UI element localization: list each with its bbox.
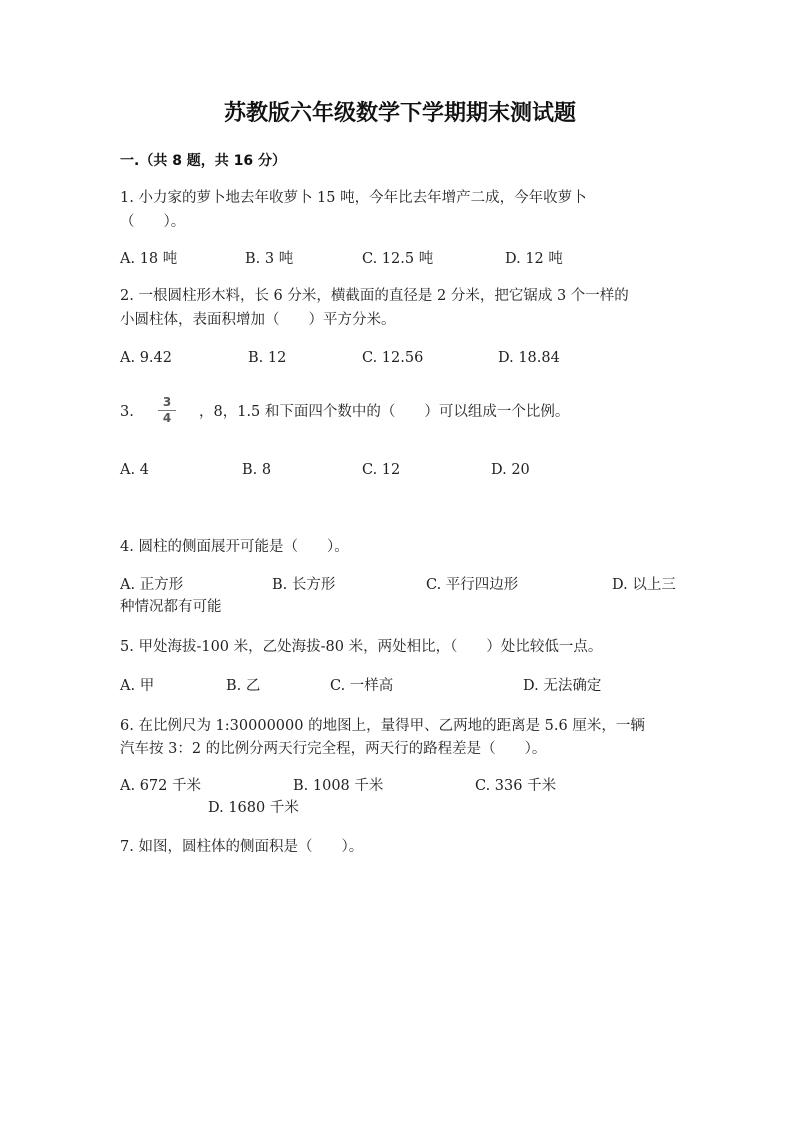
question-2-option-a: A. 9.42 — [120, 350, 172, 366]
question-5-option-d: D. 无法确定 — [523, 678, 602, 694]
question-2-option-d: D. 18.84 — [498, 350, 560, 366]
question-7-line-1: 7. 如图，圆柱体的侧面积是（ ）。 — [120, 839, 364, 855]
question-3-text: ，8，1.5 和下面四个数中的（ ）可以组成一个比例。 — [199, 404, 570, 420]
question-2-option-b: B. 12 — [248, 350, 287, 366]
question-3-number: 3. — [120, 404, 134, 420]
question-4-option-b: B. 长方形 — [272, 577, 336, 593]
fraction-numerator: 3 — [162, 395, 172, 409]
page-title: 苏教版六年级数学下学期期末测试题 — [223, 101, 576, 126]
question-5-option-b: B. 乙 — [226, 678, 261, 694]
question-6-option-b: B. 1008 千米 — [293, 778, 384, 794]
fraction-denominator: 4 — [162, 411, 172, 425]
question-4-option-a: A. 正方形 — [120, 577, 184, 593]
question-5-option-c: C. 一样高 — [330, 678, 394, 694]
question-1-option-b: B. 3 吨 — [245, 251, 294, 267]
question-2-line-1: 2. 一根圆柱形木料，长 6 分米，横截面的直径是 2 分米，把它锯成 3 个一样的 — [120, 288, 629, 304]
question-4-option-d: D. 以上三 — [612, 577, 676, 593]
question-6-line-2: 汽车按 3：2 的比例分两天行完全程，两天行的路程差是（ ）。 — [120, 741, 547, 757]
question-4-option-d-continued: 种情况都有可能 — [120, 599, 222, 615]
question-3-option-d: D. 20 — [491, 462, 530, 478]
question-6-option-d: D. 1680 千米 — [208, 800, 299, 816]
question-1-line-2: （ ）。 — [120, 214, 186, 230]
section-heading: 一.（共 8 题，共 16 分） — [120, 153, 287, 169]
question-6-line-1: 6. 在比例尺为 1:30000000 的地图上，量得甲、乙两地的距离是 5.6 厘米，一辆 — [120, 718, 645, 734]
question-4-option-c: C. 平行四边形 — [426, 577, 519, 593]
question-4-line-1: 4. 圆柱的侧面展开可能是（ ）。 — [120, 539, 349, 555]
question-2-option-c: C. 12.56 — [362, 350, 424, 366]
question-1-option-d: D. 12 吨 — [505, 251, 563, 267]
fraction-three-quarters — [158, 396, 176, 425]
question-6-option-c: C. 336 千米 — [475, 778, 557, 794]
question-2-line-2: 小圆柱体，表面积增加（ ）平方分米。 — [120, 312, 396, 328]
question-3-option-b: B. 8 — [242, 462, 272, 478]
question-3-option-a: A. 4 — [120, 462, 149, 478]
question-5-option-a: A. 甲 — [120, 678, 155, 694]
question-1-option-a: A. 18 吨 — [120, 251, 178, 267]
question-1-line-1: 1. 小力家的萝卜地去年收萝卜 15 吨，今年比去年增产二成，今年收萝卜 — [120, 190, 587, 206]
question-6-option-a: A. 672 千米 — [120, 778, 201, 794]
question-3-option-c: C. 12 — [362, 462, 401, 478]
question-1-option-c: C. 12.5 吨 — [362, 251, 434, 267]
question-5-line-1: 5. 甲处海拔-100 米，乙处海拔-80 米，两处相比，（ ）处比较低一点。 — [120, 639, 603, 655]
